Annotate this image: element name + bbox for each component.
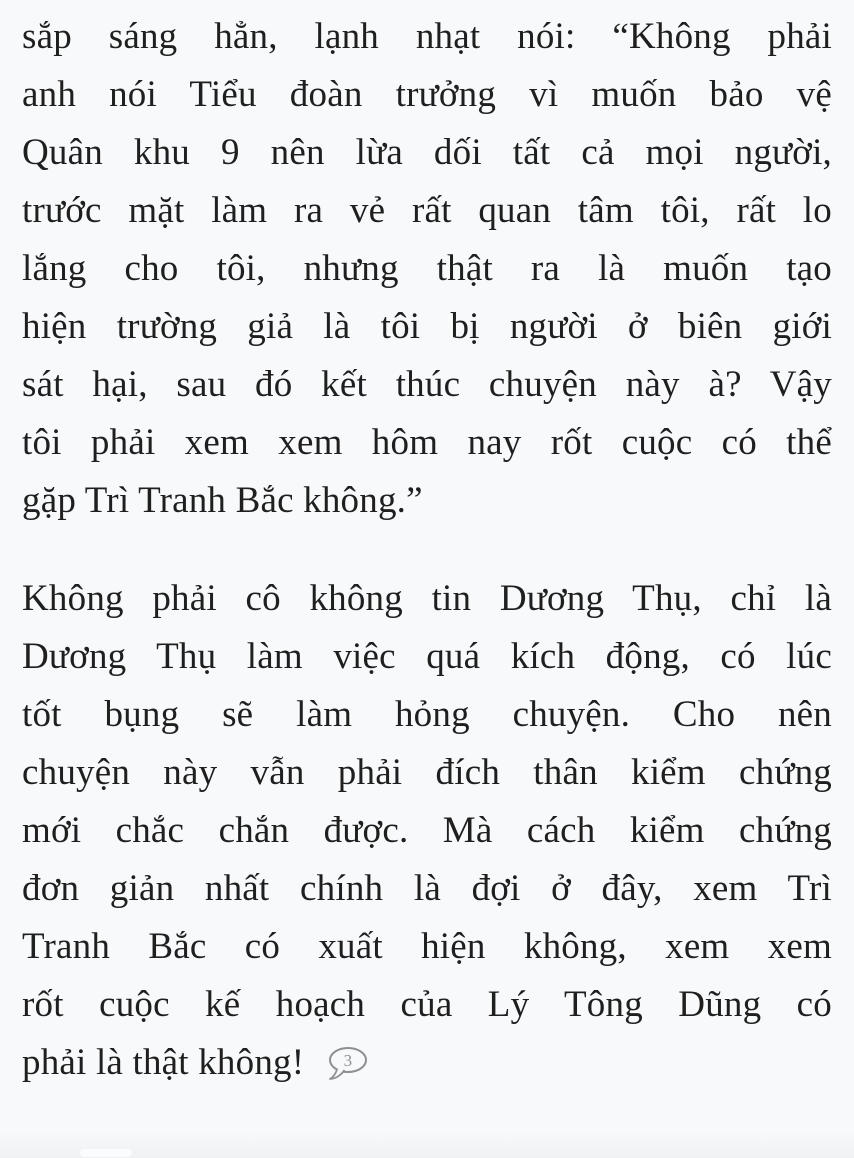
- text-line: Quân khu 9 nên lừa dối tất cả mọi người,: [22, 132, 832, 173]
- text-line: tôi phải xem xem hôm nay rốt cuộc có thể: [22, 422, 832, 463]
- text-line: tốt bụng sẽ làm hỏng chuyện. Cho nên: [22, 694, 832, 735]
- text-line: rốt cuộc kế hoạch của Lý Tông Dũng có: [22, 984, 832, 1025]
- text-line: [22, 1034, 832, 1100]
- comment-count: 3: [343, 1051, 353, 1070]
- text-line: lắng cho tôi, nhưng thật ra là muốn tạo: [22, 248, 832, 289]
- text-line: chuyện này vẫn phải đích thân kiểm chứng: [22, 752, 832, 793]
- text-line: anh nói Tiểu đoàn trưởng vì muốn bảo vệ: [22, 74, 832, 115]
- speech-bubble-icon: [326, 1045, 372, 1082]
- text-line: hiện trường giả là tôi bị người ở biên giới: [22, 306, 832, 347]
- text-line: đơn giản nhất chính là đợi ở đây, xem Trì: [22, 868, 832, 909]
- paragraph-2: [22, 570, 832, 1100]
- text-line: mới chắc chắn được. Mà cách kiểm chứng: [22, 810, 832, 851]
- paragraph-1: [22, 8, 832, 530]
- text-line: gặp Trì Tranh Bắc không.”: [22, 480, 423, 521]
- text-line: Dương Thụ làm việc quá kích động, có lúc: [22, 636, 832, 677]
- text-line: trước mặt làm ra vẻ rất quan tâm tôi, rất lo: [22, 190, 832, 231]
- bottom-bar-handle: [80, 1149, 132, 1157]
- text-line: sát hại, sau đó kết thúc chuyện này à? Vậy: [22, 364, 832, 405]
- text-line: Không phải cô không tin Dương Thụ, chỉ là: [22, 578, 832, 619]
- comment-count-badge[interactable]: [326, 1042, 372, 1100]
- text-line-text: phải là thật không!: [22, 1042, 305, 1083]
- text-line: Tranh Bắc có xuất hiện không, xem xem: [22, 926, 832, 967]
- text-line: sắp sáng hẳn, lạnh nhạt nói: “Không phải: [22, 16, 832, 57]
- bottom-bar: [0, 1132, 854, 1158]
